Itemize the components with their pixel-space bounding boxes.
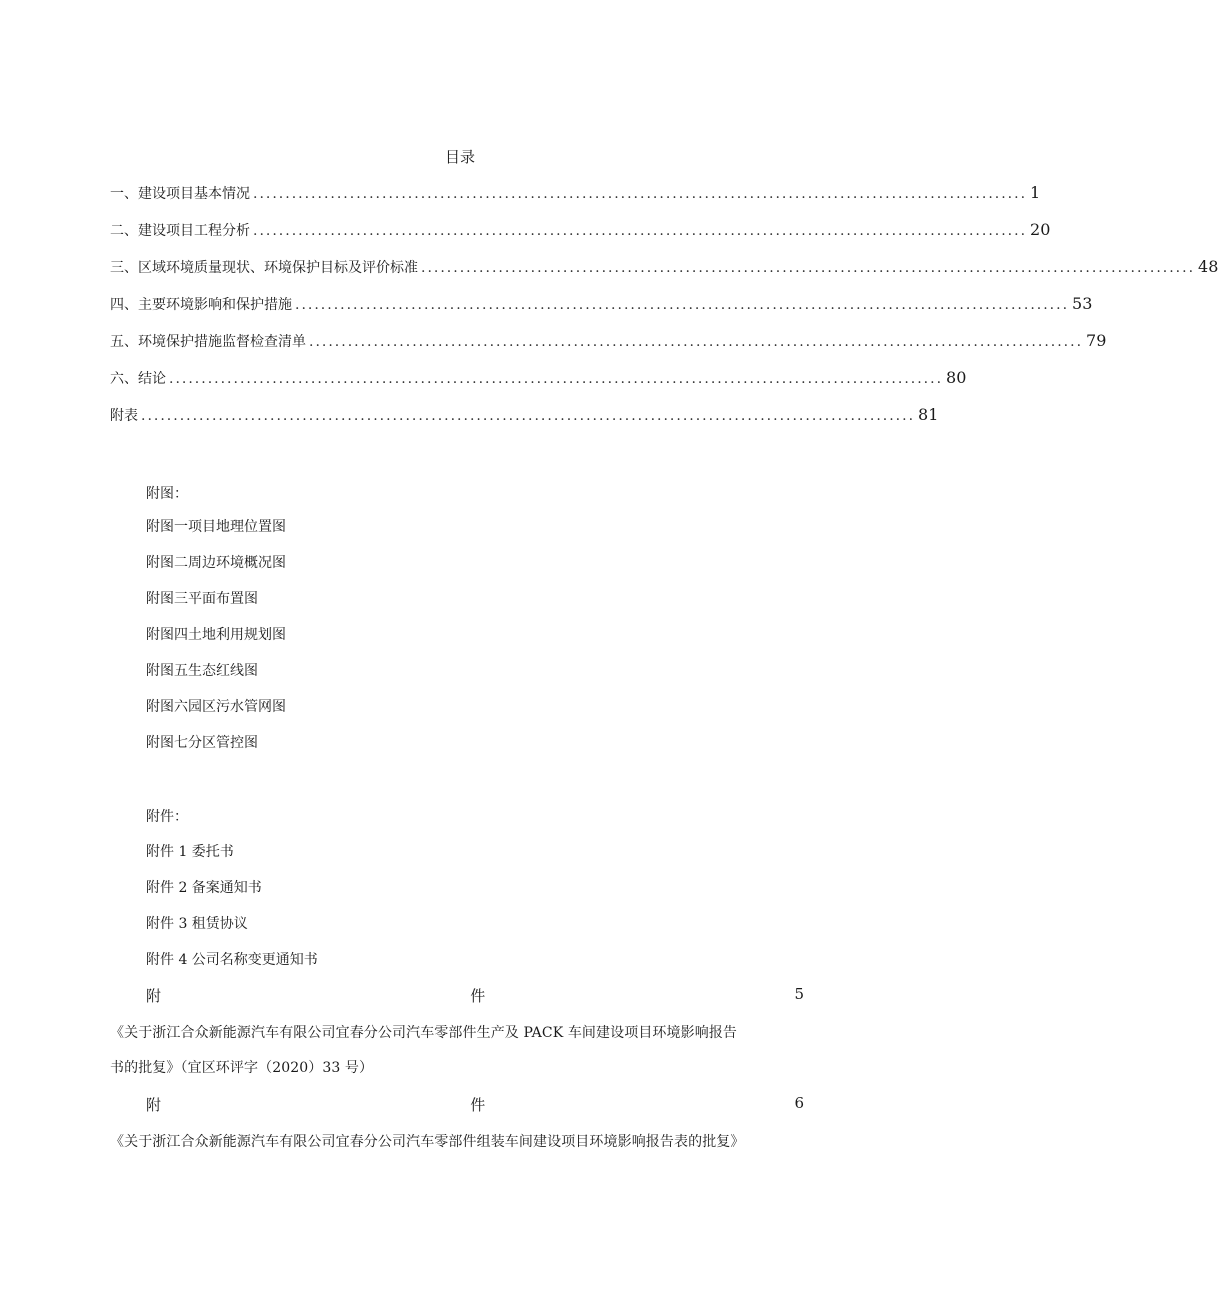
attachment-item: 附件 2 备案通知书 (146, 880, 262, 896)
attachment-5-title-line1: 《关于浙江合众新能源汽车有限公司宜春分公司汽车零部件生产及 PACK 车间建设项目环境影响报告 (110, 1025, 738, 1041)
toc-entry-label: 附表 (110, 408, 138, 424)
figure-item: 附图五生态红线图 (146, 663, 258, 679)
toc-entry-page: 80 (946, 368, 967, 387)
toc-entry-page: 81 (918, 405, 939, 424)
toc-entry[interactable] (110, 183, 1041, 205)
attachment-6-part: 件 (470, 1096, 486, 1114)
toc-entry-page: 1 (1030, 183, 1041, 202)
figure-item: 附图一项目地理位置图 (146, 519, 286, 535)
attachment-5-heading (146, 985, 804, 1006)
figure-item: 附图三平面布置图 (146, 591, 258, 607)
toc-leader-dots: ........................................................................................................................ (295, 297, 1070, 313)
attachment-item: 附件 4 公司名称变更通知书 (146, 952, 318, 968)
attachment-6-title-line1: 《关于浙江合众新能源汽车有限公司宜春分公司汽车零部件组装车间建设项目环境影响报告表的批复》 (110, 1134, 745, 1150)
toc-entry-label: 四、主要环境影响和保护措施 (110, 297, 292, 313)
figure-item: 附图七分区管控图 (146, 735, 258, 751)
toc-entry-page: 20 (1030, 220, 1051, 239)
figures-heading: 附图： (146, 486, 188, 502)
attachment-5-title-line2: 书的批复》（宜区环评字（2020）33 号） (110, 1060, 374, 1076)
toc-entry-label: 五、环境保护措施监督检查清单 (110, 334, 306, 350)
toc-leader-dots: ........................................................................................................................ (309, 334, 1084, 350)
toc-entry[interactable] (110, 220, 1051, 242)
page-title: 目录 (444, 148, 475, 166)
toc-entry[interactable] (110, 331, 1107, 353)
figure-item: 附图六园区污水管网图 (146, 699, 286, 715)
toc-entry[interactable] (110, 294, 1093, 316)
figure-item: 附图二周边环境概况图 (146, 555, 286, 571)
toc-leader-dots: ........................................................................................................................ (253, 186, 1028, 202)
toc-leader-dots: ........................................................................................................................ (169, 371, 944, 387)
toc-entry-page: 53 (1072, 294, 1093, 313)
toc-entry[interactable] (110, 368, 967, 390)
toc-entry-label: 一、建设项目基本情况 (110, 186, 250, 202)
attachment-6-part: 附 (146, 1096, 162, 1114)
toc-entry-label: 二、建设项目工程分析 (110, 223, 250, 239)
attachments-heading: 附件： (146, 809, 188, 825)
attachment-6-number: 6 (794, 1094, 804, 1112)
attachment-item: 附件 3 租赁协议 (146, 916, 248, 932)
toc-entry-label: 六、结论 (110, 371, 166, 387)
toc-entry[interactable] (110, 257, 1218, 279)
figure-item: 附图四土地利用规划图 (146, 627, 286, 643)
attachment-item: 附件 1 委托书 (146, 844, 234, 860)
toc-entry[interactable] (110, 405, 939, 427)
toc-leader-dots: ........................................................................................................................ (253, 223, 1028, 239)
attachment-5-part: 附 (146, 987, 162, 1005)
toc-leader-dots: ........................................................................................................................ (421, 260, 1196, 276)
attachment-5-part: 件 (470, 987, 486, 1005)
toc-leader-dots: ........................................................................................................................ (141, 408, 916, 424)
toc-entry-label: 三、区域环境质量现状、环境保护目标及评价标准 (110, 260, 418, 276)
attachment-6-heading (146, 1094, 804, 1115)
attachment-5-number: 5 (794, 985, 804, 1003)
toc-entry-page: 48 (1198, 257, 1218, 276)
toc-entry-page: 79 (1086, 331, 1107, 350)
